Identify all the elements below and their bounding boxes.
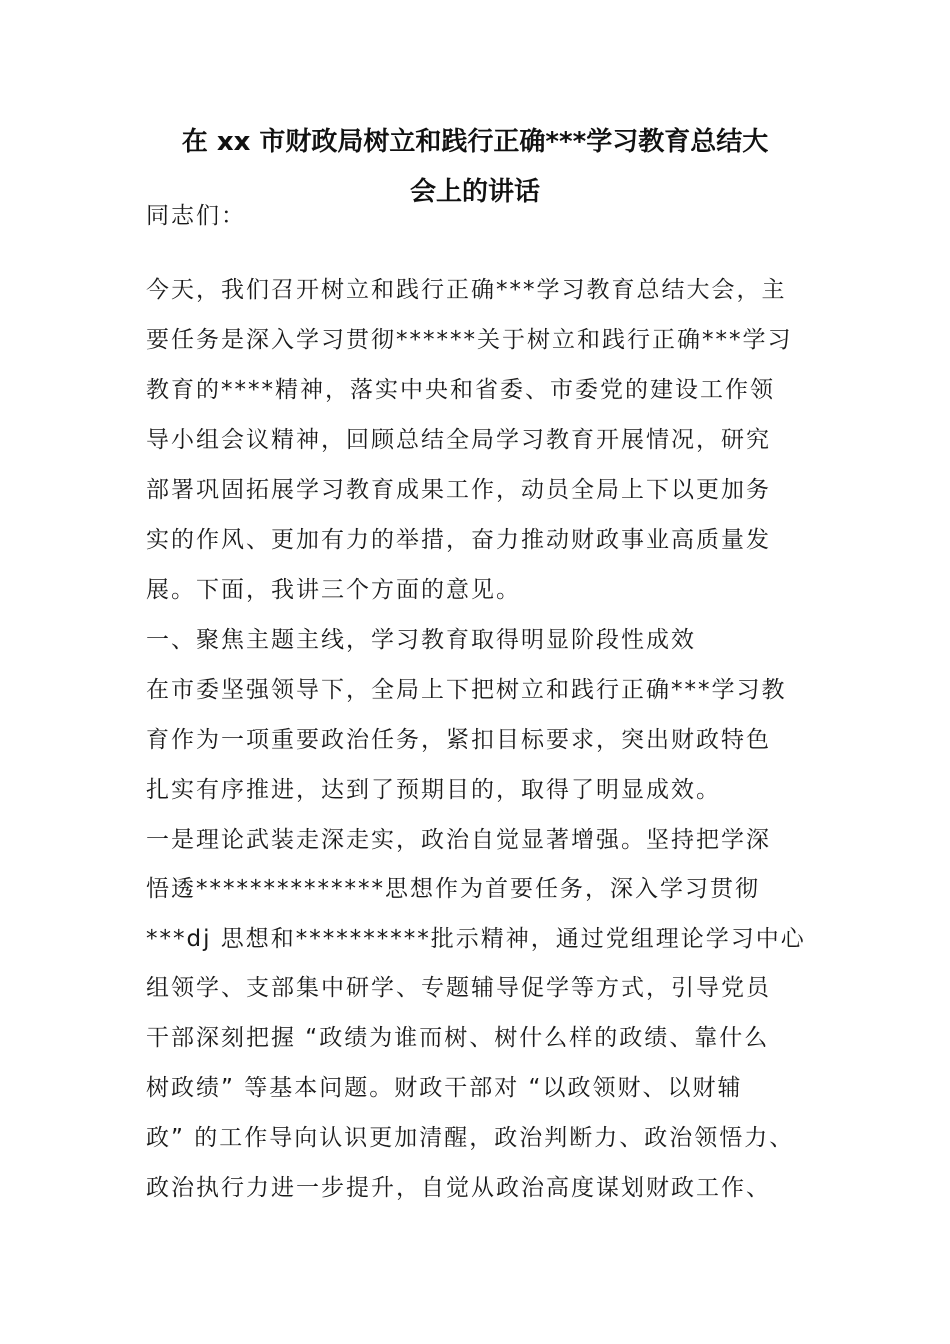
body-line: 政” 的工作导向认识更加清醒，政治判断力、政治领悟力、 bbox=[146, 1125, 795, 1151]
body-line: 悟透**************思想作为首要任务，深入学习贯彻 bbox=[146, 876, 760, 902]
body-line: 教育的****精神，落实中央和省委、市委党的建设工作领 bbox=[146, 377, 775, 403]
body-line: 展。下面，我讲三个方面的意见。 bbox=[146, 577, 521, 603]
body-line: 干部深刻把握 “政绩为谁而树、树什么样的政绩、靠什么 bbox=[146, 1025, 770, 1051]
body-line: 组领学、支部集中研学、专题辅导促学等方式，引导党员 bbox=[146, 975, 771, 1001]
body-line: 一是理论武装走深走实，政治自觉显著增强。坚持把学深 bbox=[146, 827, 771, 853]
body-line: 今天，我们召开树立和践行正确***学习教育总结大会，主 bbox=[146, 277, 787, 303]
body-line: 实的作风、更加有力的举措，奋力推动财政事业高质量发 bbox=[146, 527, 771, 553]
salutation: 同志们： bbox=[146, 203, 246, 229]
document-title-line-1: 在 xx 市财政局树立和践行正确***学习教育总结大 bbox=[181, 127, 769, 157]
body-line: 政治执行力进一步提升，自觉从政治高度谋划财政工作、 bbox=[146, 1175, 771, 1201]
body-line: ***dj 思想和**********批示精神，通过党组理论学习中心 bbox=[146, 926, 806, 952]
body-line: 部署巩固拓展学习教育成果工作，动员全局上下以更加务 bbox=[146, 477, 771, 503]
document-title-line-2: 会上的讲话 bbox=[409, 177, 540, 207]
body-line: 扎实有序推进，达到了预期目的，取得了明显成效。 bbox=[146, 777, 721, 803]
body-line: 育作为一项重要政治任务，紧扣目标要求，突出财政特色 bbox=[146, 727, 771, 753]
section-heading: 一、聚焦主题主线，学习教育取得明显阶段性成效 bbox=[146, 627, 696, 653]
body-line: 要任务是深入学习贯彻******关于树立和践行正确***学习 bbox=[146, 327, 793, 353]
body-line: 在市委坚强领导下，全局上下把树立和践行正确***学习教 bbox=[146, 677, 787, 703]
body-line: 树政绩” 等基本问题。财政干部对 “以政领财、以财辅 bbox=[146, 1075, 743, 1101]
body-line: 导小组会议精神，回顾总结全局学习教育开展情况，研究 bbox=[146, 427, 771, 453]
